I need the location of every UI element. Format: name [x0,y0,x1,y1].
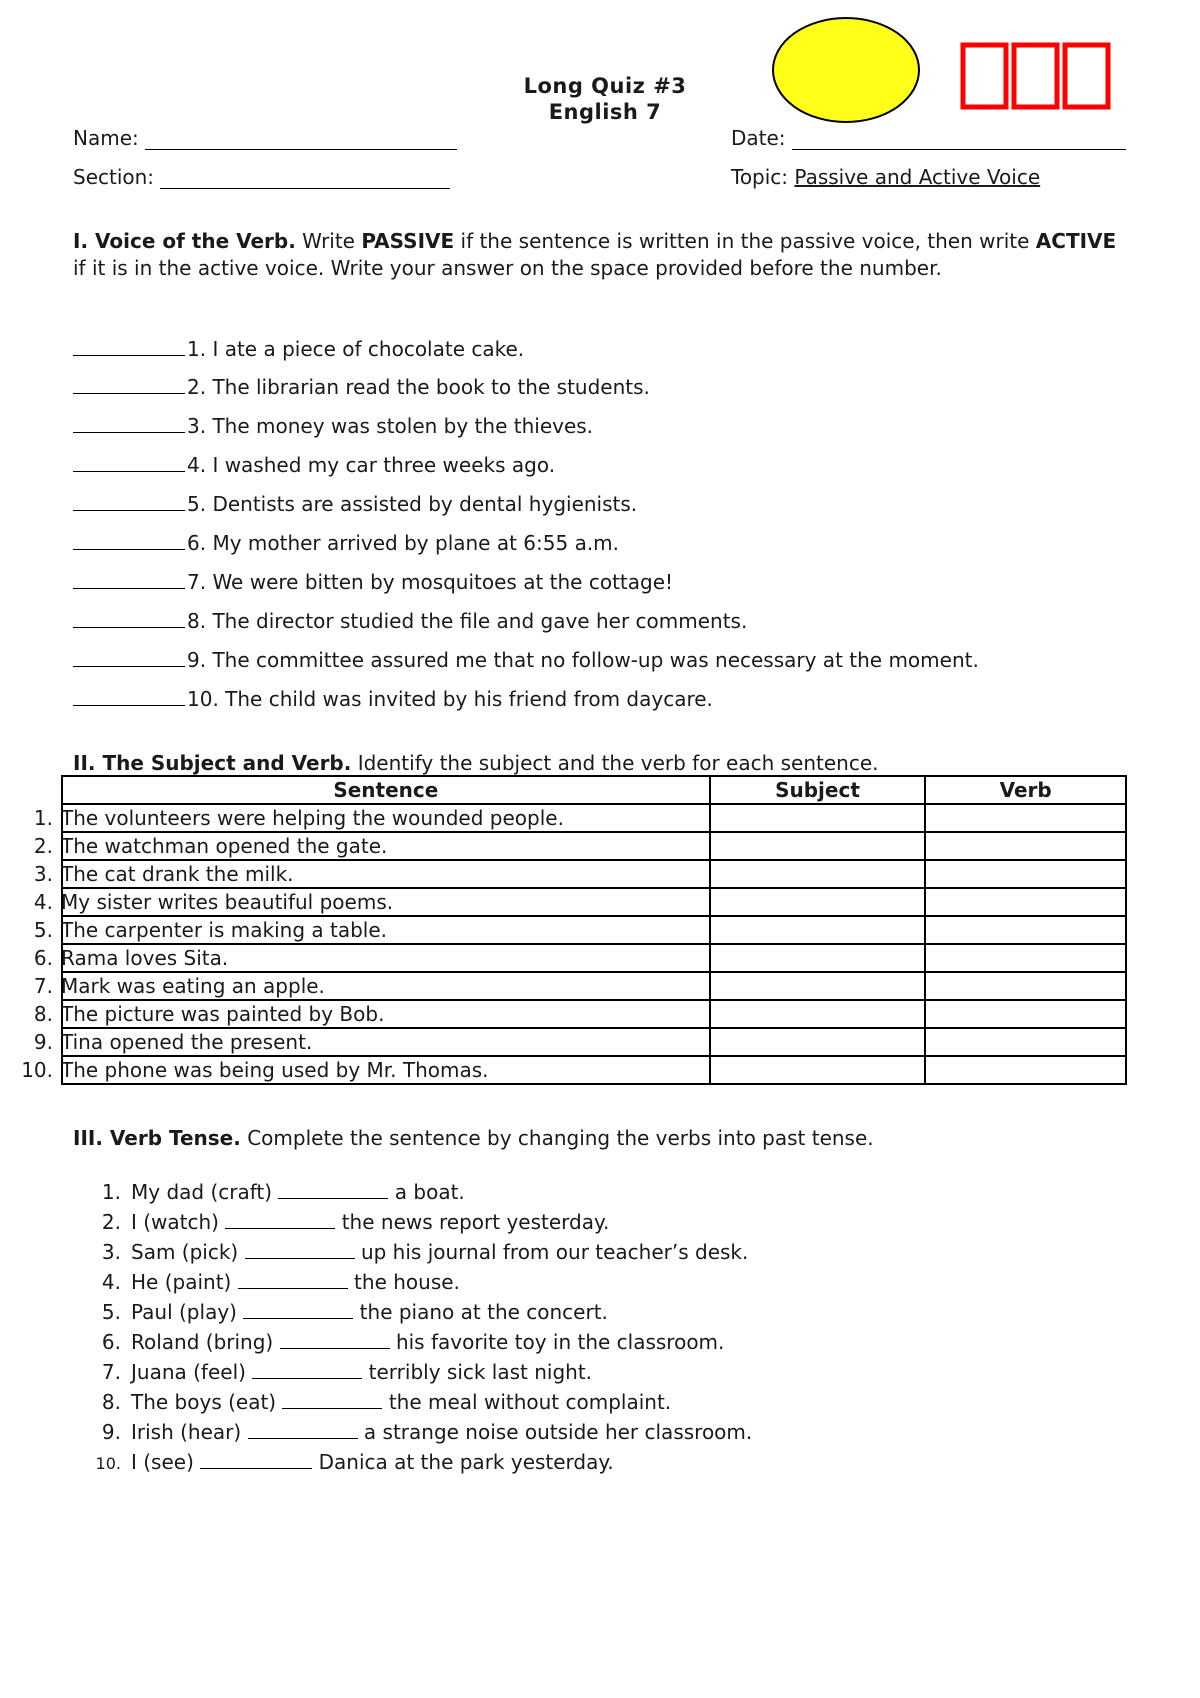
tense-before: I (watch) [131,1210,226,1234]
voice-item-text: 2. The librarian read the book to the students. [187,375,650,399]
tense-before: Juana (feel) [131,1360,253,1384]
voice-item [73,685,713,711]
date-line[interactable] [792,127,1126,150]
tense-blank[interactable] [238,1268,348,1289]
part1-instr-a: Write [295,229,362,253]
tense-number: 10. [95,1454,121,1473]
table-header-row [62,776,1126,804]
voice-item [73,412,593,438]
tense-after: a boat. [388,1180,465,1204]
table-row [62,860,1126,888]
part3-heading: III. Verb Tense. [73,1126,241,1150]
sentence-cell [33,972,710,1000]
part2-instr: Identify the subject and the verb for each sentence. [351,751,879,775]
sentence-text: Rama loves Sita. [61,946,229,970]
tense-after: his favorite toy in the classroom. [389,1330,725,1354]
sentence-cell [33,860,710,888]
subject-cell[interactable] [710,972,926,1000]
table-row [62,1056,1126,1084]
tense-blank[interactable] [248,1418,358,1439]
tense-after: a strange noise outside her classroom. [357,1420,753,1444]
voice-item [73,490,637,516]
voice-item [73,335,524,361]
voice-item [73,373,650,399]
verb-cell[interactable] [925,972,1126,1000]
verb-cell[interactable] [925,832,1126,860]
topic-field [731,165,1040,189]
sentence-cell [33,916,710,944]
column-header-verb: Verb [925,776,1126,804]
tense-after: Danica at the park yesterday. [312,1450,614,1474]
tense-blank[interactable] [243,1298,353,1319]
sentence-cell [33,1000,710,1028]
sentence-cell [33,944,710,972]
sentence-text: The cat drank the milk. [61,862,294,886]
tense-before: Roland (bring) [131,1330,280,1354]
tense-blank[interactable] [252,1358,362,1379]
sentence-cell [33,832,710,860]
part2-instructions [73,750,1123,777]
tense-number: 9. [101,1420,121,1444]
sentence-text: The carpenter is making a table. [61,918,387,942]
answer-blank[interactable] [73,607,185,628]
sentence-text: The picture was painted by Bob. [61,1002,385,1026]
tense-before: Paul (play) [131,1300,244,1324]
table-row [62,832,1126,860]
answer-blank[interactable] [73,529,185,550]
tense-before: My dad (craft) [131,1180,279,1204]
verb-cell[interactable] [925,916,1126,944]
tense-number: 2. [101,1210,121,1234]
tense-item [73,1298,608,1324]
verb-cell[interactable] [925,860,1126,888]
tense-blank[interactable] [200,1448,312,1469]
part2-heading: II. The Subject and Verb. [73,751,352,775]
sentence-text: The volunteers were helping the wounded people. [61,806,564,830]
row-number: 2. [33,834,53,858]
section-label: Section: [73,165,155,189]
date-label: Date: [731,126,786,150]
voice-item-text: 1. I ate a piece of chocolate cake. [187,337,525,361]
voice-item-text: 6. My mother arrived by plane at 6:55 a.m. [187,531,620,555]
name-label: Name: [73,126,139,150]
voice-item [73,451,555,477]
row-number: 3. [33,862,53,886]
tense-blank[interactable] [225,1208,335,1229]
tense-item [73,1388,671,1414]
tense-number: 4. [101,1270,121,1294]
sentence-text: My sister writes beautiful poems. [61,890,394,914]
tense-before: He (paint) [131,1270,238,1294]
voice-item-text: 8. The director studied the file and gave her comments. [187,609,748,633]
row-number: 5. [33,918,53,942]
subject-cell[interactable] [710,832,926,860]
answer-blank[interactable] [73,490,185,511]
answer-blank[interactable] [73,451,185,472]
date-field[interactable] [731,126,1126,150]
section-field[interactable] [73,165,450,189]
tense-number: 3. [101,1240,121,1264]
voice-item-text: 9. The committee assured me that no follow-up was necessary at the moment. [187,648,979,672]
topic-value: Passive and Active Voice [794,165,1041,189]
tense-item [73,1178,465,1204]
subject-cell[interactable] [710,1000,926,1028]
keyword-passive: PASSIVE [361,229,455,253]
tense-number: 1. [101,1180,121,1204]
tense-item [73,1328,724,1354]
subject-cell[interactable] [710,888,926,916]
page-subtitle: English 7 [548,100,662,124]
tense-blank[interactable] [282,1388,382,1409]
sentence-text: The watchman opened the gate. [61,834,388,858]
row-number: 1. [33,806,53,830]
tense-number: 8. [101,1390,121,1414]
subject-cell[interactable] [710,804,926,832]
answer-blank[interactable] [73,568,185,589]
table-row [62,804,1126,832]
topic-label: Topic: [731,165,789,189]
tense-after: terribly sick last night. [362,1360,593,1384]
part3-instr: Complete the sentence by changing the verbs into past tense. [240,1126,874,1150]
voice-item-text: 10. The child was invited by his friend from daycare. [187,687,713,711]
table-row [62,972,1126,1000]
sentence-cell [21,1056,710,1084]
tense-after: the piano at the concert. [353,1300,608,1324]
row-number: 4. [33,890,53,914]
row-number: 6. [33,946,53,970]
tense-item [73,1418,752,1444]
tense-before: I (see) [131,1450,201,1474]
tense-before: Sam (pick) [131,1240,245,1264]
tense-after: up his journal from our teacher’s desk. [354,1240,749,1264]
subject-cell[interactable] [710,860,926,888]
part1-instructions [73,228,1123,281]
tense-after: the news report yesterday. [335,1210,610,1234]
verb-cell[interactable] [925,944,1126,972]
answer-blank[interactable] [73,335,185,356]
row-number: 9. [33,1030,53,1054]
column-header-subject: Subject [710,776,926,804]
row-number: 8. [33,1002,53,1026]
voice-item [73,607,747,633]
column-header-sentence: Sentence [62,776,710,804]
table-row [62,1028,1126,1056]
tense-after: the meal without complaint. [382,1390,672,1414]
tense-number: 5. [101,1300,121,1324]
tense-blank[interactable] [245,1238,355,1259]
tense-after: the house. [347,1270,460,1294]
verb-cell[interactable] [925,1056,1126,1084]
sentence-text: The phone was being used by Mr. Thomas. [61,1058,489,1082]
part3-instructions [73,1125,1123,1152]
voice-item-text: 7. We were bitten by mosquitoes at the cottage! [187,570,674,594]
verb-cell[interactable] [925,804,1126,832]
name-line[interactable] [145,127,457,150]
answer-blank[interactable] [73,646,185,667]
verb-cell[interactable] [925,1000,1126,1028]
tense-blank[interactable] [280,1328,390,1349]
answer-blank[interactable] [73,412,185,433]
name-field[interactable] [73,126,457,150]
tense-before: The boys (eat) [131,1390,283,1414]
table-row [62,1000,1126,1028]
subject-cell[interactable] [710,944,926,972]
table-row [62,916,1126,944]
subject-cell[interactable] [710,1028,926,1056]
table-row [62,888,1126,916]
answer-blank[interactable] [73,373,185,394]
part1-instr-c: if it is in the active voice. Write your answer on the space provided before the number. [73,255,942,280]
tense-blank[interactable] [278,1178,388,1199]
voice-item [73,646,979,672]
tense-before: Irish (hear) [131,1420,248,1444]
table-row [62,944,1126,972]
tense-number: 7. [101,1360,121,1384]
verb-cell[interactable] [925,888,1126,916]
answer-blank[interactable] [73,685,185,706]
subject-verb-table [21,775,1127,1085]
tense-item [73,1238,748,1264]
verb-cell[interactable] [925,1028,1126,1056]
sentence-text: Tina opened the present. [61,1030,313,1054]
sentence-cell [33,1028,710,1056]
tense-item [73,1268,460,1294]
voice-item-text: 3. The money was stolen by the thieves. [187,414,594,438]
voice-item-text: 4. I washed my car three weeks ago. [187,453,556,477]
row-number: 7. [33,974,53,998]
tense-item [73,1358,592,1384]
part1-heading: I. Voice of the Verb. [73,229,296,253]
tense-item [73,1208,609,1234]
subject-cell[interactable] [710,916,926,944]
tense-item [73,1448,614,1474]
voice-item [73,529,619,555]
voice-item [73,568,673,594]
sentence-text: Mark was eating an apple. [61,974,325,998]
sentence-cell [33,804,710,832]
keyword-active: ACTIVE [1035,229,1117,253]
part1-instr-b: if the sentence is written in the passive voice, then write [454,229,1036,253]
page-title: Long Quiz #3 [523,74,687,98]
subject-cell[interactable] [710,1056,926,1084]
section-line[interactable] [160,166,450,189]
tense-number: 6. [101,1330,121,1354]
voice-item-text: 5. Dentists are assisted by dental hygienists. [187,492,638,516]
sentence-cell [33,888,710,916]
row-number: 10. [21,1058,53,1082]
